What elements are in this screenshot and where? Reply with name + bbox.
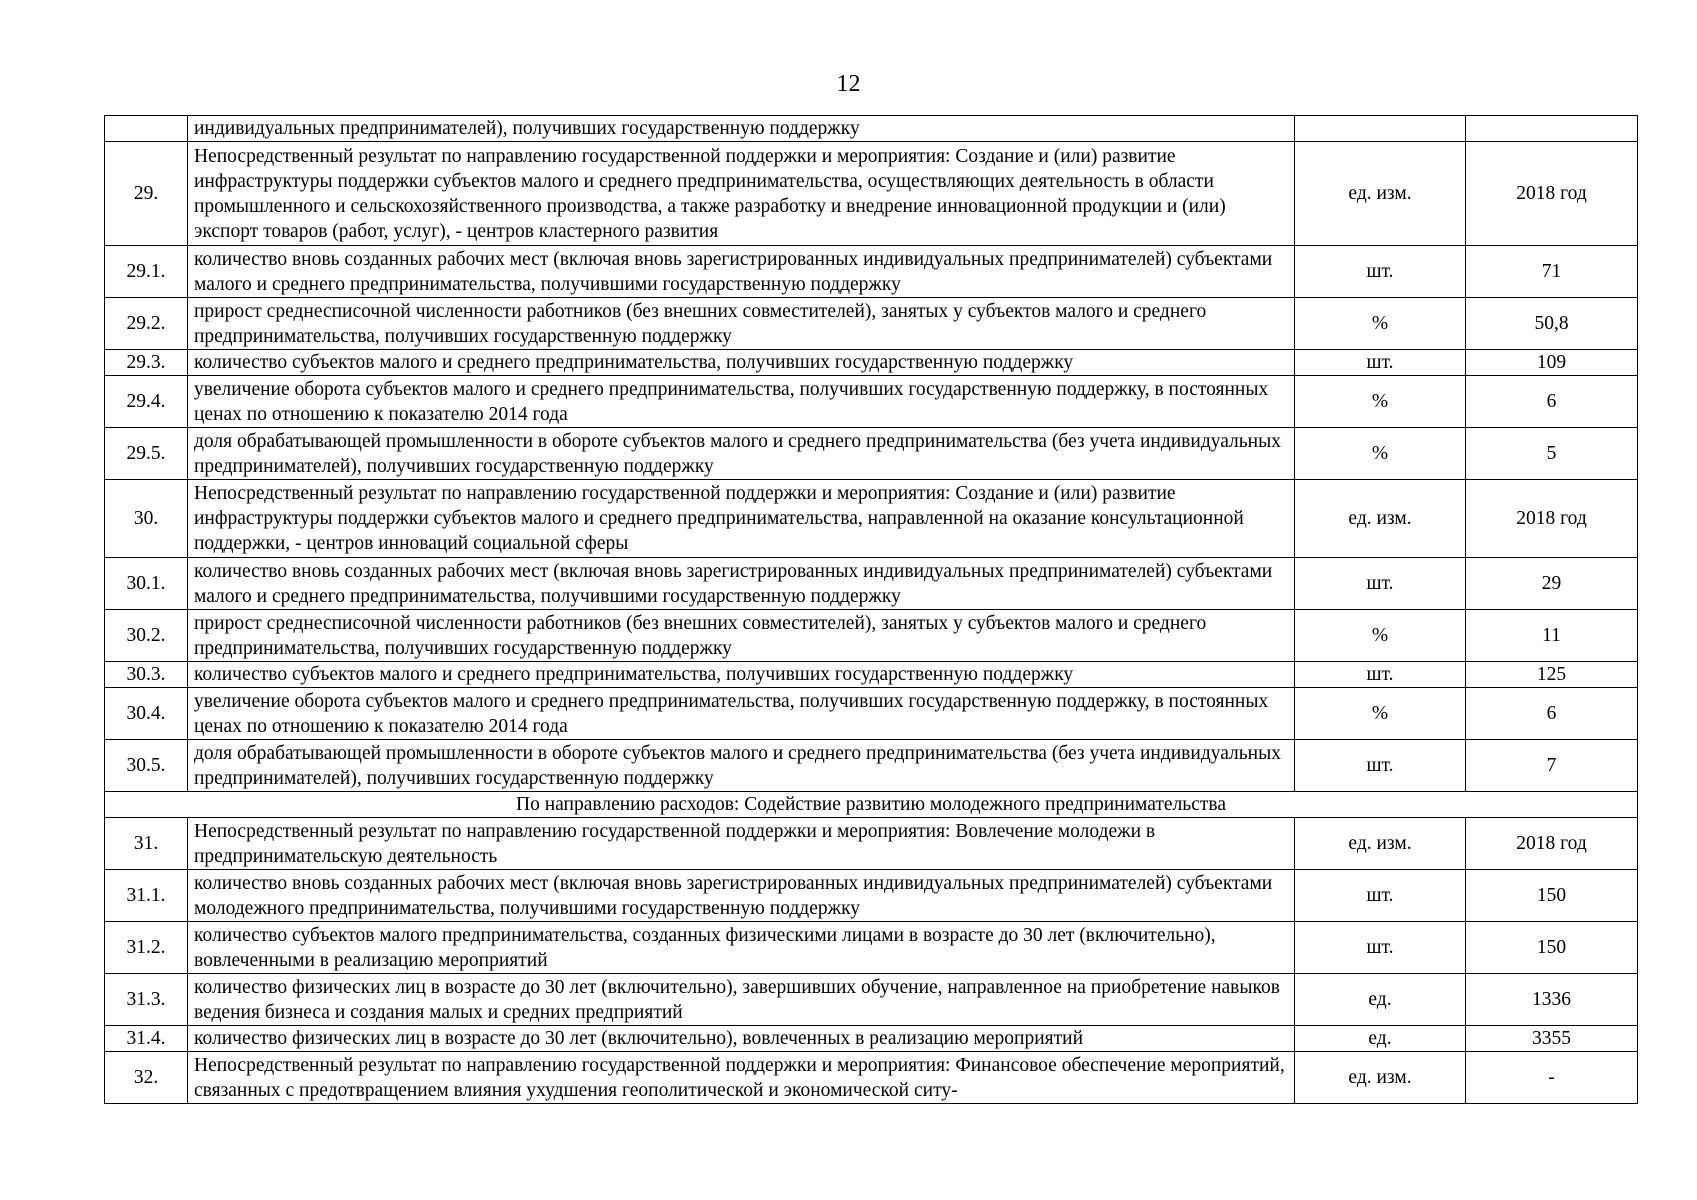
indicators-table <box>104 115 1638 1104</box>
row-number-cell: 29.3. <box>105 350 188 376</box>
unit-cell: шт. <box>1295 350 1466 376</box>
table-row <box>105 376 1638 428</box>
table-row <box>105 480 1638 558</box>
row-number-cell: 30.3. <box>105 662 188 688</box>
page-number: 12 <box>836 71 861 97</box>
indicator-name-cell: доля обрабатывающей промышленности в обороте субъектов малого и среднего предпринимательства (без учета индивидуальных предпринимателей), получивших государственную поддержку <box>188 428 1295 480</box>
value-cell: - <box>1466 1052 1638 1104</box>
table-row <box>105 1026 1638 1052</box>
row-number-cell: 30.5. <box>105 740 188 792</box>
unit-cell: шт. <box>1295 740 1466 792</box>
indicator-name-cell: количество вновь созданных рабочих мест (включая вновь зарегистрированных индивидуальных предпринимателей) субъектами молодежного предпринимательства, получившими государственную поддержку <box>188 870 1295 922</box>
indicator-name-cell: прирост среднесписочной численности работников (без внешних совместителей), занятых у субъектов малого и среднего предпринимательства, получивших государственную поддержку <box>188 610 1295 662</box>
value-cell: 109 <box>1466 350 1638 376</box>
table-body <box>105 116 1638 1104</box>
unit-cell: % <box>1295 610 1466 662</box>
value-cell: 29 <box>1466 558 1638 610</box>
value-cell: 1336 <box>1466 974 1638 1026</box>
value-cell: 50,8 <box>1466 298 1638 350</box>
value-cell: 11 <box>1466 610 1638 662</box>
table-row <box>105 246 1638 298</box>
table-row <box>105 870 1638 922</box>
indicator-name-cell: индивидуальных предпринимателей), получивших государственную поддержку <box>188 116 1295 142</box>
unit-cell: % <box>1295 428 1466 480</box>
unit-cell: ед. <box>1295 974 1466 1026</box>
row-number-cell: 31.3. <box>105 974 188 1026</box>
value-cell: 5 <box>1466 428 1638 480</box>
section-heading: По направлению расходов: Содействие развитию молодежного предпринимательства <box>105 792 1638 818</box>
value-cell: 6 <box>1466 688 1638 740</box>
value-cell: 71 <box>1466 246 1638 298</box>
unit-cell <box>1295 116 1466 142</box>
indicator-name-cell: количество физических лиц в возрасте до 30 лет (включительно), вовлеченных в реализацию мероприятий <box>188 1026 1295 1052</box>
indicator-name-cell: увеличение оборота субъектов малого и среднего предпринимательства, получивших государственную поддержку, в постоянных ценах по отношению к показателю 2014 года <box>188 376 1295 428</box>
value-cell: 2018 год <box>1466 480 1638 558</box>
indicator-name-cell: количество субъектов малого и среднего предпринимательства, получивших государственную поддержку <box>188 350 1295 376</box>
indicator-name-cell: Непосредственный результат по направлению государственной поддержки и мероприятия: Создание и (или) развитие инфраструктуры поддержки субъектов малого и среднего предпринимательства, осуществляющих деятельность в области промышленного и сельскохозяйственного производства, а также разработку и внедрение инновационной продукции и (или) экспорт товаров (работ, услуг), - центров кластерного развития <box>188 142 1295 246</box>
row-number-cell: 31.1. <box>105 870 188 922</box>
row-number-cell: 30.1. <box>105 558 188 610</box>
row-number-cell: 29.4. <box>105 376 188 428</box>
unit-cell: шт. <box>1295 246 1466 298</box>
row-number-cell <box>105 116 188 142</box>
table-row <box>105 1052 1638 1104</box>
table-row <box>105 558 1638 610</box>
unit-cell: шт. <box>1295 922 1466 974</box>
unit-cell: шт. <box>1295 558 1466 610</box>
row-number-cell: 31.2. <box>105 922 188 974</box>
indicator-name-cell: количество вновь созданных рабочих мест (включая вновь зарегистрированных индивидуальных предпринимателей) субъектами малого и среднего предпринимательства, получившими государственную поддержку <box>188 558 1295 610</box>
row-number-cell: 30. <box>105 480 188 558</box>
table-row <box>105 428 1638 480</box>
table-row <box>105 298 1638 350</box>
row-number-cell: 29.5. <box>105 428 188 480</box>
value-cell: 2018 год <box>1466 818 1638 870</box>
value-cell: 7 <box>1466 740 1638 792</box>
row-number-cell: 32. <box>105 1052 188 1104</box>
section-row <box>105 792 1638 818</box>
row-number-cell: 31. <box>105 818 188 870</box>
unit-cell: % <box>1295 688 1466 740</box>
row-number-cell: 29.2. <box>105 298 188 350</box>
indicator-name-cell: прирост среднесписочной численности работников (без внешних совместителей), занятых у субъектов малого и среднего предпринимательства, получивших государственную поддержку <box>188 298 1295 350</box>
unit-cell: шт. <box>1295 870 1466 922</box>
table-row <box>105 610 1638 662</box>
unit-cell: шт. <box>1295 662 1466 688</box>
table-row <box>105 818 1638 870</box>
indicator-name-cell: количество субъектов малого предпринимательства, созданных физическими лицами в возрасте до 30 лет (включительно), вовлеченными в реализацию мероприятий <box>188 922 1295 974</box>
value-cell: 2018 год <box>1466 142 1638 246</box>
table-row <box>105 350 1638 376</box>
table-row <box>105 662 1638 688</box>
value-cell: 3355 <box>1466 1026 1638 1052</box>
unit-cell: ед. изм. <box>1295 480 1466 558</box>
row-number-cell: 31.4. <box>105 1026 188 1052</box>
unit-cell: ед. <box>1295 1026 1466 1052</box>
indicator-name-cell: количество вновь созданных рабочих мест (включая вновь зарегистрированных индивидуальных предпринимателей) субъектами малого и среднего предпринимательства, получившими государственную поддержку <box>188 246 1295 298</box>
table-row <box>105 974 1638 1026</box>
row-number-cell: 29. <box>105 142 188 246</box>
indicator-name-cell: Непосредственный результат по направлению государственной поддержки и мероприятия: Вовлечение молодежи в предпринимательскую деятельность <box>188 818 1295 870</box>
value-cell: 150 <box>1466 870 1638 922</box>
unit-cell: ед. изм. <box>1295 1052 1466 1104</box>
table-row <box>105 688 1638 740</box>
row-number-cell: 30.4. <box>105 688 188 740</box>
indicator-name-cell: количество физических лиц в возрасте до 30 лет (включительно), завершивших обучение, направленное на приобретение навыков ведения бизнеса и создания малых и средних предприятий <box>188 974 1295 1026</box>
value-cell <box>1466 116 1638 142</box>
value-cell: 150 <box>1466 922 1638 974</box>
indicator-name-cell: количество субъектов малого и среднего предпринимательства, получивших государственную поддержку <box>188 662 1295 688</box>
value-cell: 125 <box>1466 662 1638 688</box>
unit-cell: % <box>1295 298 1466 350</box>
table-row <box>105 116 1638 142</box>
table-row <box>105 740 1638 792</box>
row-number-cell: 29.1. <box>105 246 188 298</box>
indicator-name-cell: увеличение оборота субъектов малого и среднего предпринимательства, получивших государственную поддержку, в постоянных ценах по отношению к показателю 2014 года <box>188 688 1295 740</box>
table-row <box>105 142 1638 246</box>
indicator-name-cell: Непосредственный результат по направлению государственной поддержки и мероприятия: Создание и (или) развитие инфраструктуры поддержки субъектов малого и среднего предпринимательства, направленной на оказание консультационной поддержки, - центров инноваций социальной сферы <box>188 480 1295 558</box>
row-number-cell: 30.2. <box>105 610 188 662</box>
indicator-name-cell: доля обрабатывающей промышленности в обороте субъектов малого и среднего предпринимательства (без учета индивидуальных предпринимателей), получивших государственную поддержку <box>188 740 1295 792</box>
value-cell: 6 <box>1466 376 1638 428</box>
table-row <box>105 922 1638 974</box>
unit-cell: ед. изм. <box>1295 818 1466 870</box>
unit-cell: % <box>1295 376 1466 428</box>
unit-cell: ед. изм. <box>1295 142 1466 246</box>
indicator-name-cell: Непосредственный результат по направлению государственной поддержки и мероприятия: Финансовое обеспечение мероприятий, связанных с предотвращением влияния ухудшения геополитической и экономической ситу- <box>188 1052 1295 1104</box>
